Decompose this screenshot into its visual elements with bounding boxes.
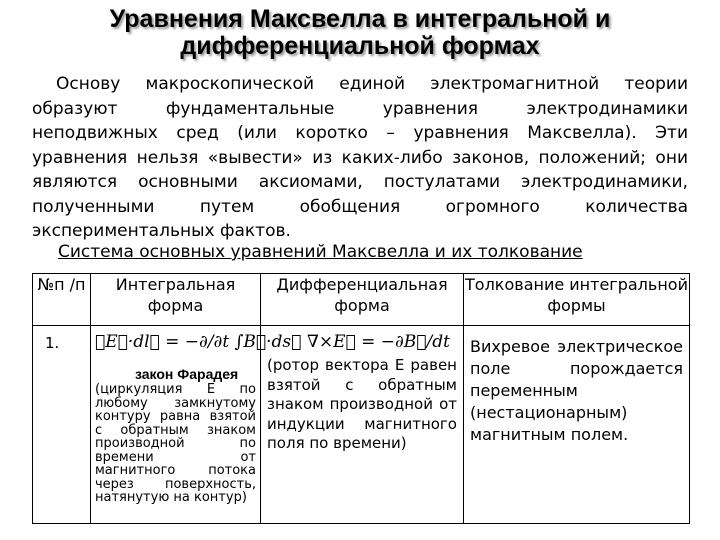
table-row [33, 326, 690, 524]
header-differential: Дифференциальная форма [261, 274, 464, 326]
intro-text: Основу макроскопической единой электромагнитной теории образуют фундаментальные уравнения электродинамики неподвижных сред (или коротко – уравнения Максвелла). Эти уравнения нельзя «вывести» из каких-либо законов, положений; они являются основными аксиомами, постулатами электродинамики, полученными путем обобщения огромного количества экспериментальных фактов. [32, 74, 688, 241]
differential-cell [261, 326, 464, 524]
integral-formula: ∮E⃗·dl⃗ = −∂/∂t ∫B⃗·ds⃗ [95, 332, 302, 352]
header-number: №п /п [33, 274, 91, 326]
maxwell-table [32, 273, 690, 524]
page-title [0, 6, 720, 60]
interpretation-text: Вихревое электрическое поле порождается переменным (нестационарным) магнитным полем. [470, 337, 683, 444]
table-header-row [33, 274, 690, 326]
title-line-1: Уравнения Максвелла в интегральной и [109, 5, 611, 33]
section-subheading: Система основных уравнений Максвелла и их толкование [58, 242, 583, 262]
row-number: 1. [33, 326, 91, 524]
differential-formula: ∇×E⃗ = −∂B⃗/dt [307, 332, 450, 352]
law-name: закон Фарадея [135, 366, 239, 382]
integral-cell [91, 326, 302, 524]
title-line-2: дифференциальной формах [180, 32, 540, 60]
intro-paragraph [32, 72, 688, 244]
differential-description: (ротор вектора E равен взятой с обратным знаком производной от индукции магнитного поля по времени) [267, 356, 457, 452]
header-interpretation: Толкование интегральной формы [464, 274, 690, 326]
header-integral: Интегральная форма [91, 274, 261, 326]
interpretation-cell [464, 326, 690, 524]
integral-description: (циркуляция E по любому замкнутому контуру равна взятой с обратным знаком производной по времени от магнитного потока через поверхность, натянутую на контур) [95, 382, 256, 505]
